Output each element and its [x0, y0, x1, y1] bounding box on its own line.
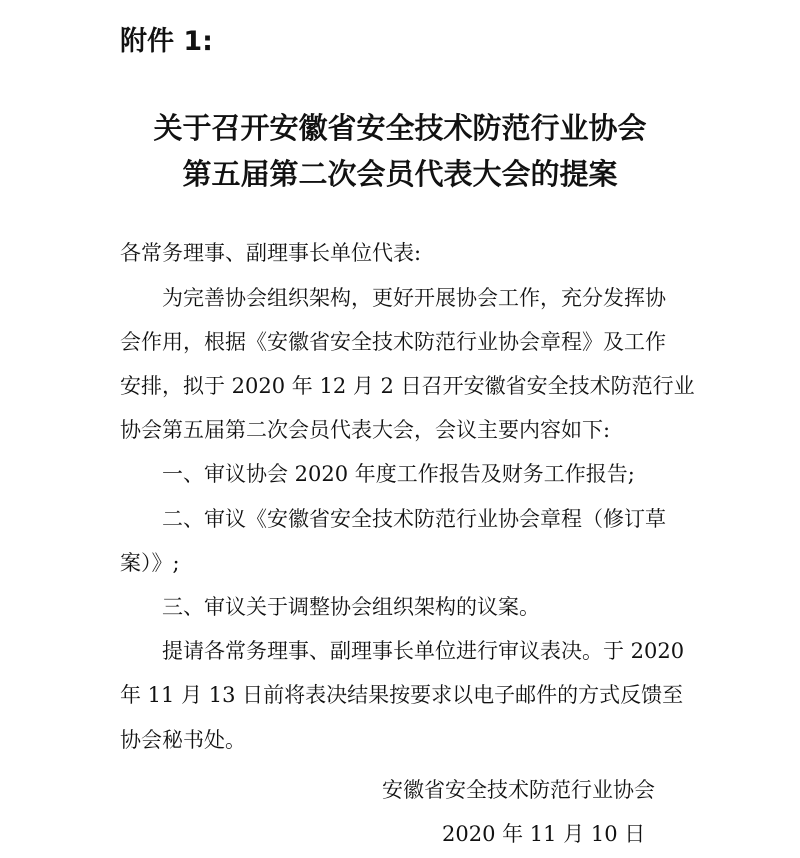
salutation: 各常务理事、副理事长单位代表:: [120, 241, 422, 265]
document-title-line-2: 第五届第二次会员代表大会的提案: [182, 157, 618, 191]
agenda-item-2-continuation: 案）》;: [120, 551, 180, 575]
body-line: 年 11 月 13 日前将表决结果按要求以电子邮件的方式反馈至: [120, 683, 684, 707]
signature-date: 2020 年 11 月 10 日: [442, 822, 646, 846]
agenda-item-3: 三、审议关于调整协会组织架构的议案。: [162, 595, 540, 619]
body-line: 协会第五届第二次会员代表大会，会议主要内容如下:: [120, 418, 611, 442]
signature-organization: 安徽省安全技术防范行业协会: [382, 778, 655, 802]
body-line: 协会秘书处。: [120, 728, 246, 752]
attachment-label: 附件 1:: [120, 26, 213, 57]
body-line: 会作用，根据《安徽省安全技术防范行业协会章程》及工作: [120, 330, 666, 354]
body-line: 为完善协会组织架构，更好开展协会工作，充分发挥协: [162, 286, 666, 310]
document-title-line-1: 关于召开安徽省安全技术防范行业协会: [153, 111, 647, 145]
body-line: 安排，拟于 2020 年 12 月 2 日召开安徽省安全技术防范行业: [120, 374, 695, 398]
agenda-item-2: 二、审议《安徽省安全技术防范行业协会章程（修订草: [162, 507, 666, 531]
body-line: 提请各常务理事、副理事长单位进行审议表决。于 2020: [162, 639, 685, 663]
agenda-item-1: 一、审议协会 2020 年度工作报告及财务工作报告;: [162, 462, 635, 486]
